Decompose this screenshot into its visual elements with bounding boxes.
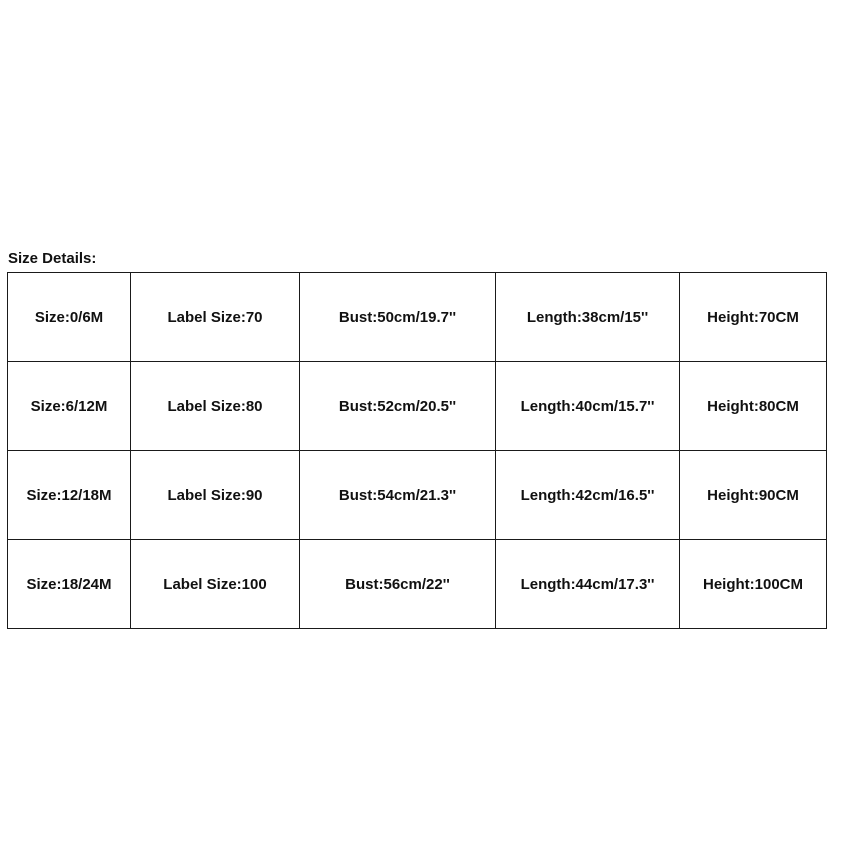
bust-cell: Bust:50cm/19.7'': [300, 273, 496, 362]
label-size-cell: Label Size:80: [131, 362, 300, 451]
table-row: [8, 273, 827, 362]
label-size-cell: Label Size:90: [131, 451, 300, 540]
size-cell: Size:18/24M: [8, 540, 131, 629]
height-cell: Height:70CM: [680, 273, 827, 362]
length-cell: Length:44cm/17.3'': [496, 540, 680, 629]
label-size-cell: Label Size:70: [131, 273, 300, 362]
table-row: [8, 451, 827, 540]
height-cell: Height:100CM: [680, 540, 827, 629]
size-details-title: Size Details:: [8, 250, 97, 267]
length-cell: Length:38cm/15'': [496, 273, 680, 362]
length-cell: Length:40cm/15.7'': [496, 362, 680, 451]
size-cell: Size:0/6M: [8, 273, 131, 362]
bust-cell: Bust:56cm/22'': [300, 540, 496, 629]
size-cell: Size:6/12M: [8, 362, 131, 451]
size-cell: Size:12/18M: [8, 451, 131, 540]
height-cell: Height:90CM: [680, 451, 827, 540]
bust-cell: Bust:52cm/20.5'': [300, 362, 496, 451]
size-table: [7, 272, 827, 629]
table-row: [8, 540, 827, 629]
table-row: [8, 362, 827, 451]
label-size-cell: Label Size:100: [131, 540, 300, 629]
length-cell: Length:42cm/16.5'': [496, 451, 680, 540]
height-cell: Height:80CM: [680, 362, 827, 451]
bust-cell: Bust:54cm/21.3'': [300, 451, 496, 540]
